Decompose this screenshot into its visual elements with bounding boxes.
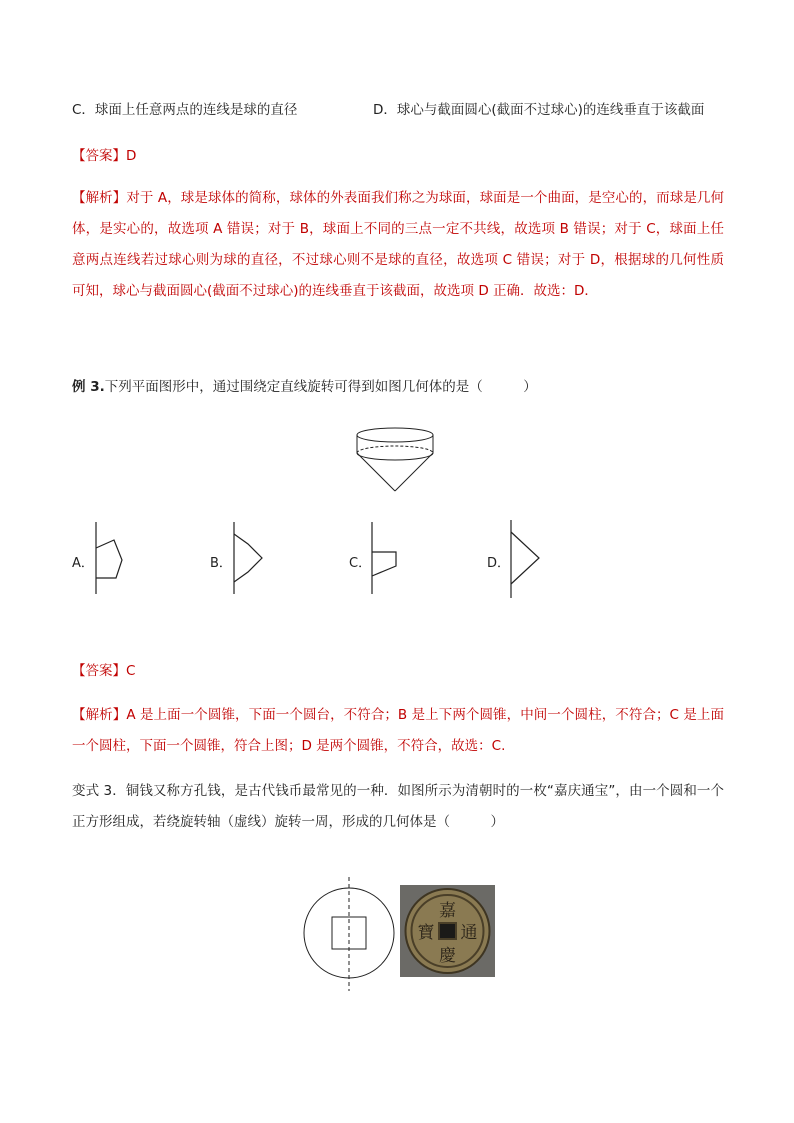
analysis-label: 【解析】 [72, 190, 127, 206]
example-text: 下列平面图形中，通过围绕定直线旋转可得到如图几何体的是（ ） [104, 379, 537, 395]
coin-char-right: 通 [460, 923, 478, 943]
analysis-paragraph [72, 183, 724, 307]
coin-photo [400, 885, 495, 977]
circle-square-figure [300, 875, 398, 993]
answer-value: D [126, 148, 137, 164]
option-c-label: C． [349, 556, 372, 571]
answer-label-2: 【答案】 [72, 663, 126, 679]
option-a-figure [88, 520, 138, 596]
solid-figure [350, 425, 440, 505]
option-a-label: A． [72, 556, 94, 571]
option-d-label: D． [487, 556, 511, 571]
coin-char-top: 嘉 [439, 901, 456, 921]
option-b-label: B． [210, 556, 232, 571]
answer-line [72, 147, 136, 165]
analysis-paragraph-2 [72, 700, 724, 762]
answer-line-2 [72, 662, 135, 680]
option-c: C．球面上任意两点的连线是球的直径 [72, 102, 298, 118]
answer-value-2: C [126, 663, 136, 679]
variant-3-question: 变式 3．铜钱又称方孔钱，是古代钱币最常见的一种．如图所示为清朝时的一枚“嘉庆通宝”，由一个圆和一个正方形组成，若绕旋转轴（虚线）旋转一周，形成的几何体是（ ） [72, 783, 724, 830]
example-prefix: 例 3. [72, 379, 105, 395]
answer-label: 【答案】 [72, 148, 126, 164]
option-c-figure [364, 520, 414, 596]
option-d-figure [503, 518, 553, 600]
option-d: D．球心与截面圆心(截面不过球心)的连线垂直于该截面 [373, 102, 705, 118]
analysis-label-2: 【解析】 [72, 707, 127, 723]
option-b-figure [226, 520, 276, 596]
coin-char-left: 寶 [417, 923, 435, 943]
analysis-text-2: A 是上面一个圆锥，下面一个圆台，不符合；B 是上下两个圆锥，中间一个圆柱，不符合；C 是上面一个圆柱，下面一个圆锥，符合上图；D 是两个圆锥，不符合，故选：C. [72, 707, 725, 754]
analysis-text: 对于 A，球是球体的简称，球体的外表面我们称之为球面，球面是一个曲面，是空心的，而球是几何体，是实心的，故选项 A 错误；对于 B，球面上不同的三点一定不共线，故选项 B 错误；对于 C，球面上任意两点连线若过球心则为球的直径，不过球心则不是球的直径，故选项 C 错误；对于 D，根据球的几何性质可知，球心与截面圆心(截面不过球心)的连线垂直于该截面，故选项 D 正确．故选：D． [72, 190, 725, 299]
coin-char-bottom: 慶 [439, 946, 456, 966]
example-3-question [72, 378, 537, 396]
